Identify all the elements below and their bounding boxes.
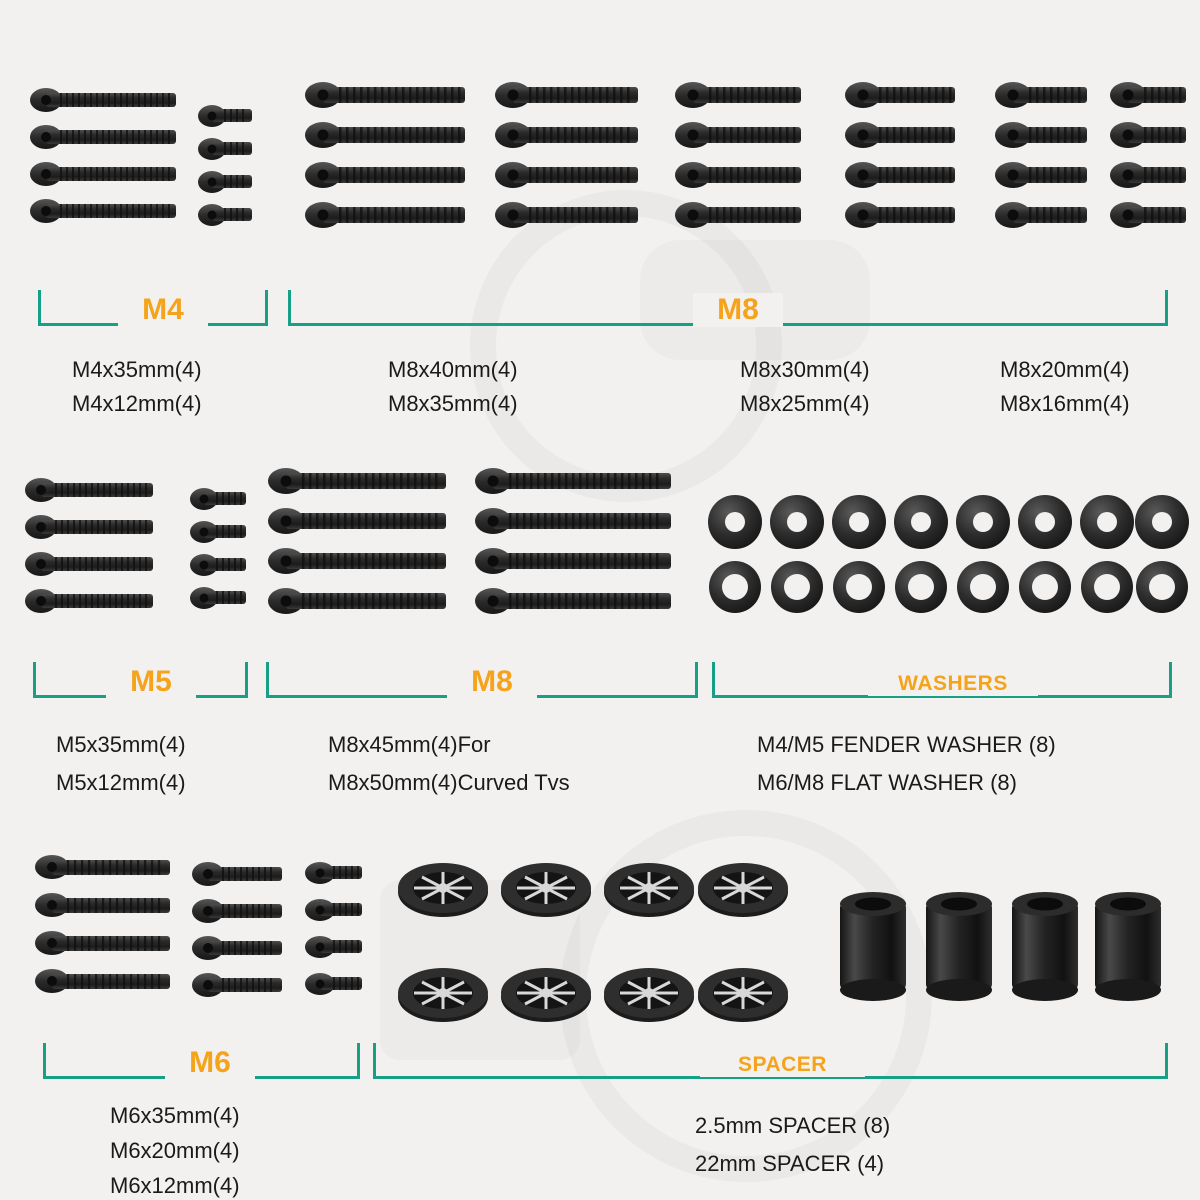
caption-spacer-1: 2.5mm SPACER (8) [695, 1113, 891, 1138]
caption-m6-2: M6x20mm(4) [110, 1138, 240, 1163]
caption-spacer-2: 22mm SPACER (4) [695, 1151, 885, 1176]
group-label-m8-top: M8 [693, 293, 783, 327]
caption-washer-2: M6/M8 FLAT WASHER (8) [757, 770, 1017, 795]
screw-m8x45 [268, 468, 463, 628]
caption-m8c-1: M8x20mm(4) [1000, 357, 1130, 382]
spacer-25mm-set [398, 862, 788, 1022]
group-label-m4: M4 [118, 293, 208, 327]
group-label-m8-mid: M8 [447, 665, 537, 699]
caption-m8a-1: M8x40mm(4) [388, 357, 518, 382]
group-label-spacer: SPACER [700, 1053, 865, 1077]
screw-m5x12 [190, 488, 260, 618]
screw-m5x35 [25, 478, 170, 623]
caption-m8c-2: M8x16mm(4) [1000, 391, 1130, 416]
caption-m6-1: M6x35mm(4) [110, 1103, 240, 1128]
caption-m8mid-1: M8x45mm(4)For [328, 732, 491, 757]
spacer-22mm-set [838, 890, 1168, 1010]
screw-m8x50 [475, 468, 690, 628]
fender-washer-set [705, 495, 1185, 555]
caption-m4-1: M4x35mm(4) [72, 357, 202, 382]
flat-washer-set [705, 560, 1185, 620]
screw-m8x30 [675, 82, 815, 242]
caption-m5-2: M5x12mm(4) [56, 770, 186, 795]
screw-m8x40 [305, 82, 480, 242]
group-label-washers: WASHERS [868, 672, 1038, 696]
screw-m4x35 [30, 88, 190, 233]
caption-m8b-1: M8x30mm(4) [740, 357, 870, 382]
screw-m6x12 [305, 862, 385, 1007]
caption-m8b-2: M8x25mm(4) [740, 391, 870, 416]
caption-m6-3: M6x12mm(4) [110, 1173, 240, 1198]
screw-m8x25 [845, 82, 970, 242]
screw-m4x12 [198, 105, 268, 235]
group-label-m5: M5 [106, 665, 196, 699]
screw-m8x35 [495, 82, 655, 242]
screw-m6x35 [35, 855, 185, 1005]
caption-m5-1: M5x35mm(4) [56, 732, 186, 757]
group-label-m6: M6 [165, 1046, 255, 1080]
screw-m6x20 [192, 862, 302, 1007]
caption-m8mid-2: M8x50mm(4)Curved Tvs [328, 770, 570, 795]
caption-washer-1: M4/M5 FENDER WASHER (8) [757, 732, 1056, 757]
caption-m4-2: M4x12mm(4) [72, 391, 202, 416]
caption-m8a-2: M8x35mm(4) [388, 391, 518, 416]
screw-m8x16 [1110, 82, 1200, 242]
screw-m8x20 [995, 82, 1105, 242]
